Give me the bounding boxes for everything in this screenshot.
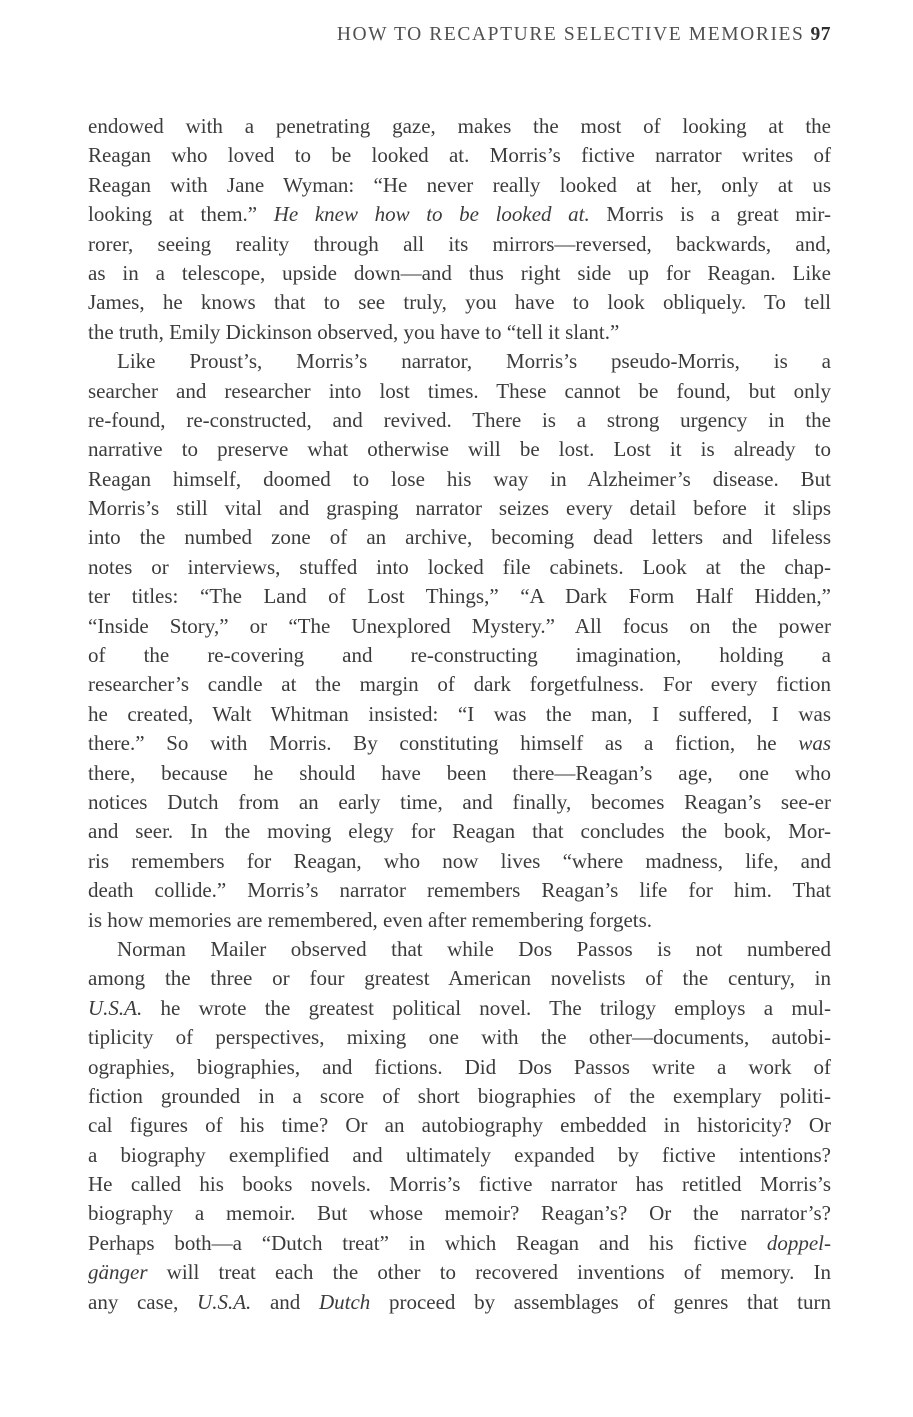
italic-text: was [798, 731, 831, 756]
text-span: tiplicity of perspectives, mixing one with the other—documents, autobi- [88, 1025, 831, 1050]
text-span: ter titles: “The Land of Lost Things,” “A Dark Form Half Hidden,” [88, 584, 831, 609]
text-line [88, 288, 831, 317]
text-span: Like Proust’s, Morris’s narrator, Morris’s pseudo-Morris, is a [117, 349, 831, 374]
text-line [88, 465, 831, 494]
text-span: the truth, Emily Dickinson observed, you have to “tell it slant.” [88, 319, 620, 344]
page-number: 97 [810, 24, 831, 45]
italic-text: He knew how to be looked at. [273, 202, 590, 227]
italic-text: U.S.A. [197, 1289, 252, 1314]
text-line [88, 700, 831, 729]
text-line [88, 406, 831, 435]
text-span: Morris is a great mir- [589, 202, 831, 227]
text-line [88, 112, 831, 141]
text-span: he created, Walt Whitman insisted: “I was the man, I suffered, I was [88, 701, 831, 726]
text-span: rorer, seeing reality through all its mirrors—reversed, backwards, and, [88, 231, 831, 256]
text-line [88, 612, 831, 641]
text-line [88, 729, 831, 758]
text-line [88, 759, 831, 788]
text-line [88, 259, 831, 288]
text-span: will treat each the other to recovered inventions of memory. In [147, 1260, 831, 1285]
text-span: death collide.” Morris’s narrator remembers Reagan’s life for him. That [88, 878, 831, 903]
text-span: narrative to preserve what otherwise will be lost. Lost it is already to [88, 437, 831, 462]
text-line [88, 1229, 831, 1258]
italic-text: gänger [88, 1260, 148, 1285]
italic-text: U.S.A. [88, 995, 143, 1020]
text-span: a biography exemplified and ultimately expanded by fictive intentions? [88, 1142, 831, 1167]
text-span: Reagan with Jane Wyman: “He never really looked at her, only at us [88, 172, 831, 197]
text-line [88, 641, 831, 670]
text-span: of the re-covering and re-constructing imagination, holding a [88, 643, 831, 668]
text-span: He called his books novels. Morris’s fictive narrator has retitled Morris’s [88, 1172, 831, 1197]
text-line [88, 1023, 831, 1052]
text-span: biography a memoir. But whose memoir? Reagan’s? Or the narrator’s? [88, 1201, 831, 1226]
text-line [88, 377, 831, 406]
text-span: among the three or four greatest American novelists of the century, in [88, 966, 831, 991]
text-line [88, 906, 831, 935]
text-line [88, 171, 831, 200]
text-span: ris remembers for Reagan, who now lives “where madness, life, and [88, 848, 831, 873]
text-line [88, 582, 831, 611]
text-line [88, 1288, 831, 1317]
text-line [88, 1170, 831, 1199]
text-span: is how memories are remembered, even after remembering forgets. [88, 907, 653, 932]
text-line [88, 1258, 831, 1287]
text-line [88, 1199, 831, 1228]
text-span: Norman Mailer observed that while Dos Passos is not numbered [117, 936, 831, 961]
text-line [88, 847, 831, 876]
text-span: and seer. In the moving elegy for Reagan that concludes the book, Mor- [88, 819, 831, 844]
text-line [88, 523, 831, 552]
text-line [88, 994, 831, 1023]
body-text [88, 112, 831, 1317]
text-span: and [251, 1289, 319, 1314]
text-line [88, 1082, 831, 1111]
text-span: Reagan himself, doomed to lose his way in Alzheimer’s disease. But [88, 466, 831, 491]
text-line [88, 553, 831, 582]
text-span: proceed by assemblages of genres that turn [370, 1289, 831, 1314]
text-line [88, 318, 831, 347]
text-span: fiction grounded in a score of short biographies of the exemplary politi- [88, 1083, 831, 1108]
text-line [88, 876, 831, 905]
text-span: re-found, re-constructed, and revived. There is a strong urgency in the [88, 407, 831, 432]
text-span: ographies, biographies, and fictions. Did Dos Passos write a work of [88, 1054, 831, 1079]
text-span: looking at them.” [88, 202, 274, 227]
running-title: HOW TO RECAPTURE SELECTIVE MEMORIES [336, 24, 805, 45]
text-span: he wrote the greatest political novel. The trilogy employs a mul- [142, 995, 831, 1020]
text-line [88, 435, 831, 464]
text-span: endowed with a penetrating gaze, makes the most of looking at the [88, 114, 831, 138]
text-line [88, 1111, 831, 1140]
text-span: there, because he should have been there—Reagan’s age, one who [88, 760, 831, 785]
text-span: notices Dutch from an early time, and finally, becomes Reagan’s see-er [88, 789, 831, 814]
running-head [337, 24, 831, 46]
text-span: there.” So with Morris. By constituting himself as a fiction, he [88, 731, 799, 756]
text-span: notes or interviews, stuffed into locked file cabinets. Look at the chap- [88, 554, 831, 579]
text-line [88, 200, 831, 229]
text-span: as in a telescope, upside down—and thus right side up for Reagan. Like [88, 260, 831, 285]
italic-text: Dutch [318, 1289, 371, 1314]
text-span: Perhaps both—a “Dutch treat” in which Reagan and his fictive [88, 1230, 767, 1255]
text-line [88, 141, 831, 170]
text-span: any case, [88, 1289, 198, 1314]
text-line [88, 964, 831, 993]
text-span: searcher and researcher into lost times. These cannot be found, but only [88, 378, 831, 403]
text-line [88, 670, 831, 699]
text-line [88, 230, 831, 259]
text-span: cal figures of his time? Or an autobiography embedded in historicity? Or [88, 1113, 831, 1138]
text-span: “Inside Story,” or “The Unexplored Mystery.” All focus on the power [88, 613, 831, 638]
text-span: Reagan who loved to be looked at. Morris’s fictive narrator writes of [88, 143, 831, 168]
text-line [88, 788, 831, 817]
text-span: into the numbed zone of an archive, becoming dead letters and lifeless [88, 525, 831, 550]
text-line [88, 935, 831, 964]
italic-text: doppel- [766, 1230, 831, 1255]
text-span: James, he knows that to see truly, you have to look obliquely. To tell [88, 290, 831, 315]
text-line [88, 1053, 831, 1082]
text-line [88, 1141, 831, 1170]
text-line [88, 494, 831, 523]
text-line [88, 347, 831, 376]
text-span: Morris’s still vital and grasping narrator seizes every detail before it slips [88, 496, 831, 521]
text-line [88, 817, 831, 846]
text-span: researcher’s candle at the margin of dark forgetfulness. For every fiction [88, 672, 831, 697]
